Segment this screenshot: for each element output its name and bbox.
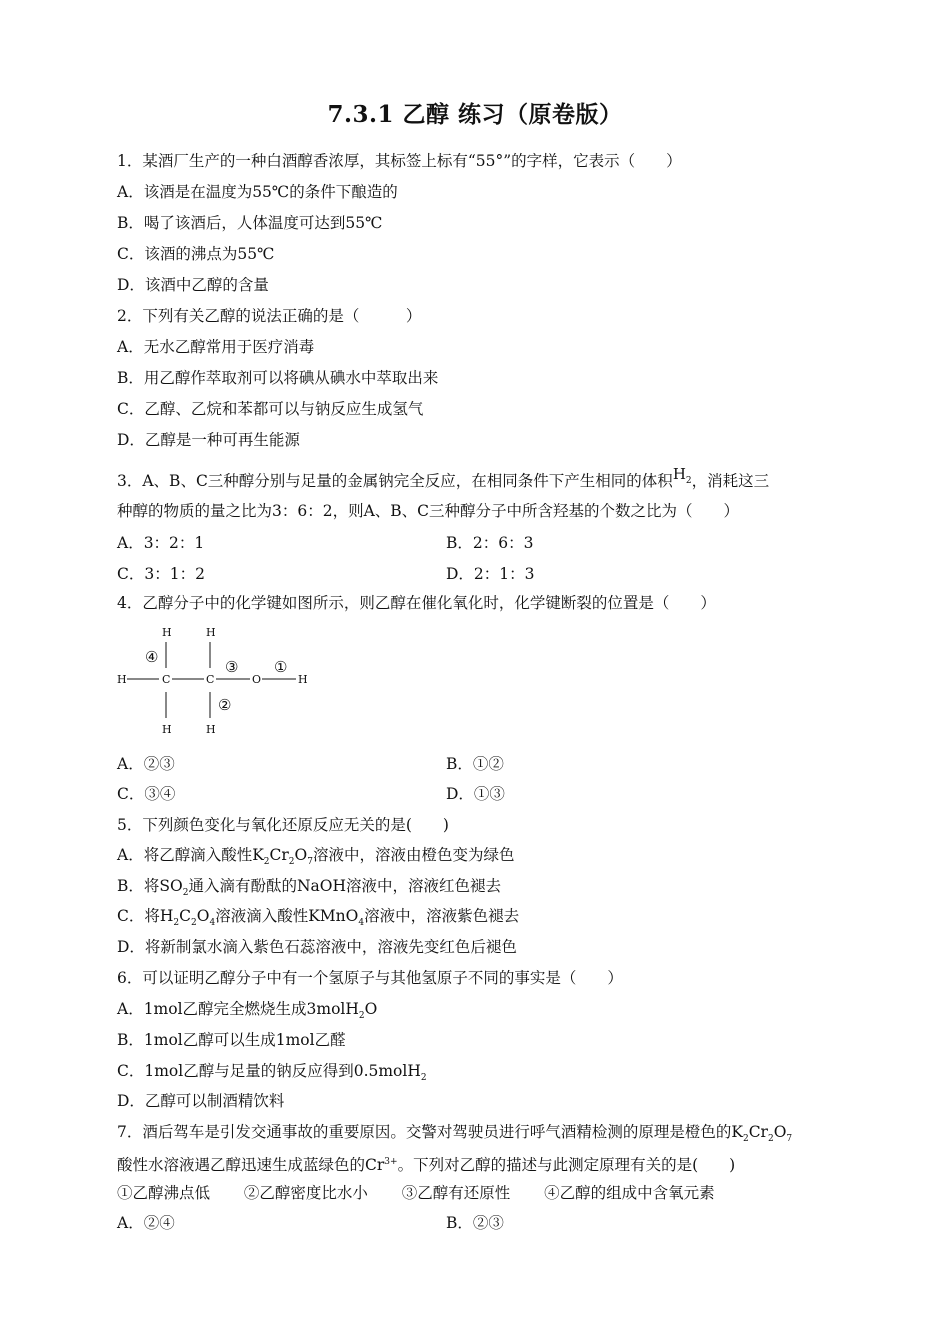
q6-stem: 6．可以证明乙醇分子中有一个氢原子与其他氢原子不同的事实是（ ） bbox=[117, 969, 623, 987]
q7-statement-1: ①乙醇沸点低 bbox=[117, 1184, 211, 1202]
atom-h-bottom-right: H bbox=[206, 723, 216, 736]
q4-option-c: C．③④ bbox=[117, 785, 176, 803]
q3-stem-line2: 种醇的物质的量之比为3：6：2，则A、B、C三种醇分子中所含羟基的个数之比为（ ） bbox=[117, 502, 740, 520]
q7-stem-line2: 酸性水溶液遇乙醇迅速生成蓝绿色的$Cr^{3+}$。下列对乙醇的描述与此测定原理有关的是( ) bbox=[117, 1156, 736, 1175]
q6-option-a: A．1mol乙醇完全燃烧生成3molH$_2$O bbox=[117, 1000, 378, 1022]
q3-option-b: B．2：6：3 bbox=[446, 534, 534, 552]
q3-option-c: C．3：1：2 bbox=[117, 565, 205, 583]
q2-option-c: C．乙醇、乙烷和苯都可以与钠反应生成氢气 bbox=[117, 400, 424, 418]
q3-option-d: D．2：1：3 bbox=[446, 565, 535, 583]
q7-statement-3: ③乙醇有还原性 bbox=[401, 1184, 511, 1202]
q7-option-a: A．②④ bbox=[117, 1214, 175, 1232]
q1-option-c: C．该酒的沸点为55℃ bbox=[117, 245, 275, 263]
q7-option-b: B．②③ bbox=[446, 1214, 504, 1232]
h2-formula: $H_2$ bbox=[672, 465, 692, 486]
q4-stem: 4．乙醇分子中的化学键如图所示，则乙醇在催化氧化时，化学键断裂的位置是（ ） bbox=[117, 594, 716, 612]
atom-c2: C bbox=[206, 673, 215, 686]
q3-option-a: A．3：2：1 bbox=[117, 534, 205, 552]
atom-h-top-right: H bbox=[206, 626, 216, 639]
q1-stem: 1．某酒厂生产的一种白酒醇香浓厚，其标签上标有“55°”的字样，它表示（ ） bbox=[117, 152, 682, 170]
q2-option-b: B．用乙醇作萃取剂可以将碘从碘水中萃取出来 bbox=[117, 369, 439, 387]
q5-option-c: C．将$H_2C_2O_4$溶液滴入酸性KMnO$_4$溶液中，溶液紫色褪去 bbox=[117, 907, 520, 929]
q3-stem-line1: 3．A、B、C三种醇分别与足量的金属钠完全反应，在相同条件下产生相同的体积$H_2$，消耗这三 bbox=[117, 465, 770, 490]
q1-option-b: B．喝了该酒后，人体温度可达到55℃ bbox=[117, 214, 383, 232]
atom-c1: C bbox=[162, 673, 171, 686]
atom-h-top-left: H bbox=[162, 626, 172, 639]
bond-label-1: ① bbox=[274, 658, 288, 676]
bond-label-3: ③ bbox=[225, 658, 239, 676]
q7-statement-2: ②乙醇密度比水小 bbox=[243, 1184, 368, 1202]
q6-option-c: C．1mol乙醇与足量的钠反应得到0.5molH$_2$ bbox=[117, 1062, 427, 1084]
q4-option-b: B．①② bbox=[446, 755, 504, 773]
q7-stem-line1: 7．酒后驾车是引发交通事故的重要原因。交警对驾驶员进行呼气酒精检测的原理是橙色的$K_2Cr_2O_7$ bbox=[117, 1123, 793, 1145]
atom-h-right: H bbox=[298, 673, 308, 686]
ethanol-bond-diagram bbox=[112, 620, 322, 742]
page-title: 7.3.1 乙醇 练习（原卷版） bbox=[327, 101, 623, 128]
q6-option-b: B．1mol乙醇可以生成1mol乙醛 bbox=[117, 1031, 346, 1049]
q4-option-a: A．②③ bbox=[117, 755, 175, 773]
q2-stem: 2．下列有关乙醇的说法正确的是（ ） bbox=[117, 307, 422, 325]
q7-statement-4: ④乙醇的组成中含氧元素 bbox=[544, 1184, 715, 1202]
q5-option-a: A．将乙醇滴入酸性$K_2Cr_2O_7$溶液中，溶液由橙色变为绿色 bbox=[117, 846, 515, 868]
q7-statements bbox=[117, 1183, 715, 1203]
q4-option-d: D．①③ bbox=[446, 785, 505, 803]
atom-h-bottom-left: H bbox=[162, 723, 172, 736]
atom-o: O bbox=[252, 673, 262, 686]
q2-option-d: D．乙醇是一种可再生能源 bbox=[117, 431, 300, 449]
q1-option-d: D．该酒中乙醇的含量 bbox=[117, 276, 269, 294]
atom-h-left: H bbox=[117, 673, 127, 686]
q5-option-d: D．将新制氯水滴入紫色石蕊溶液中，溶液先变红色后褪色 bbox=[117, 938, 517, 956]
q5-stem: 5．下列颜色变化与氧化还原反应无关的是( ) bbox=[117, 816, 449, 834]
q1-option-a: A．该酒是在温度为55℃的条件下酿造的 bbox=[117, 183, 398, 201]
bond-label-2: ② bbox=[218, 696, 232, 714]
q2-option-a: A．无水乙醇常用于医疗消毒 bbox=[117, 338, 315, 356]
q6-option-d: D．乙醇可以制酒精饮料 bbox=[117, 1092, 285, 1110]
q5-option-b: B．将$SO_2$通入滴有酚酞的NaOH溶液中，溶液红色褪去 bbox=[117, 877, 501, 899]
bond-label-4: ④ bbox=[145, 648, 159, 666]
